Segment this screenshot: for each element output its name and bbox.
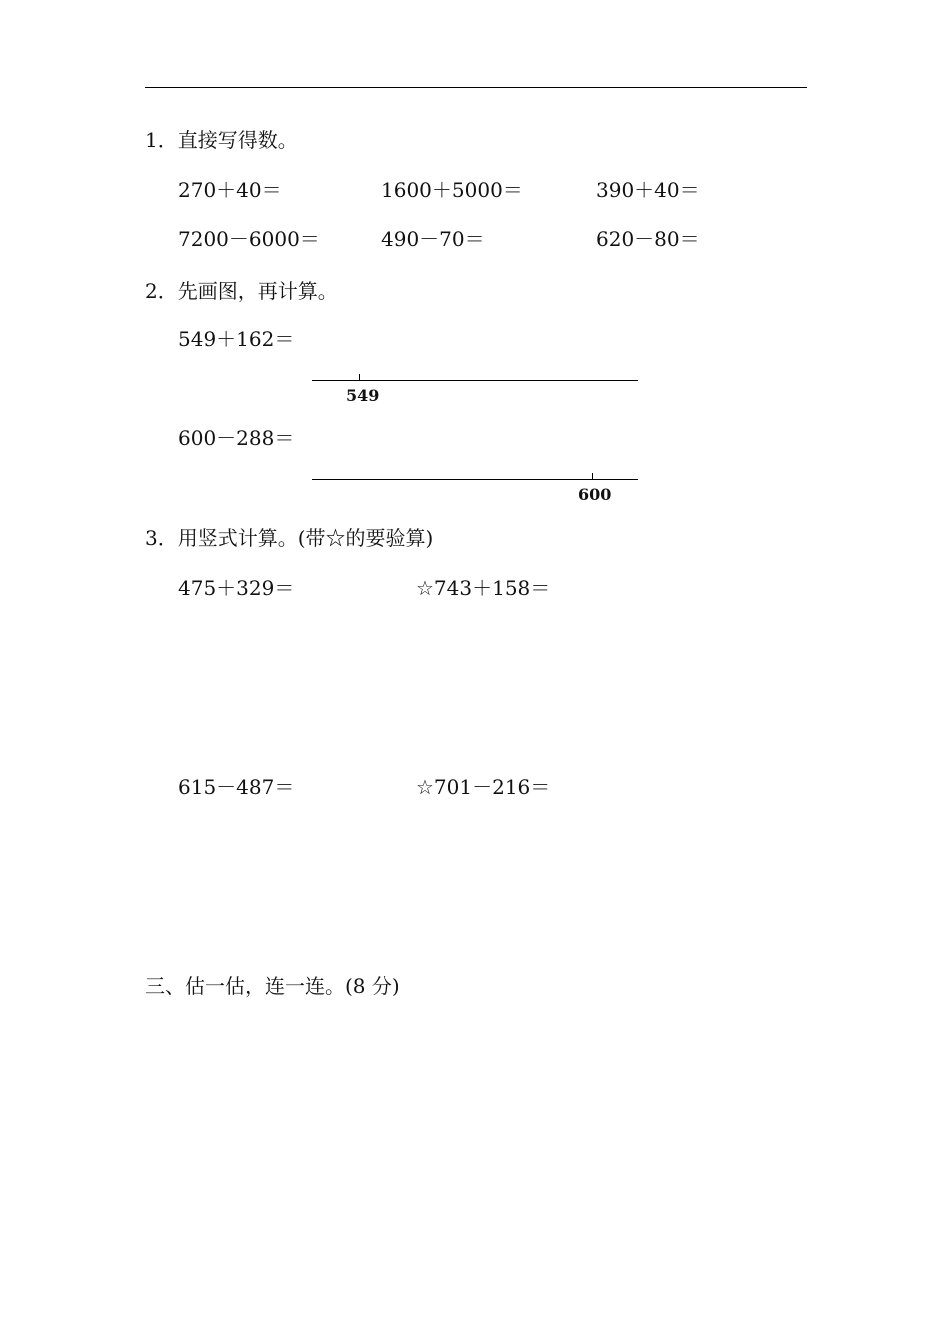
q1-item: 390＋40＝	[596, 178, 700, 202]
q1-item: 7200－6000＝	[178, 227, 320, 251]
number-line	[312, 479, 638, 480]
q1-title: 1．直接写得数。	[145, 128, 298, 152]
q3-item: ☆743＋158＝	[416, 576, 551, 600]
q3-item: ☆701－216＝	[416, 775, 551, 799]
q3-item: 615－487＝	[178, 775, 295, 799]
q2-title: 2．先画图，再计算。	[145, 279, 338, 303]
q1-item: 270＋40＝	[178, 178, 282, 202]
top-rule	[145, 87, 807, 88]
q3-item: 475＋329＝	[178, 576, 295, 600]
q2-expression: 600－288＝	[178, 426, 295, 450]
q2-expression: 549＋162＝	[178, 327, 295, 351]
number-line-tick	[359, 374, 360, 381]
q1-item: 490－70＝	[381, 227, 485, 251]
number-line	[312, 380, 638, 381]
section-title: 三、估一估，连一连。(8 分)	[145, 974, 400, 998]
q3-title: 3．用竖式计算。(带☆的要验算)	[145, 526, 434, 550]
number-line-label: 600	[578, 485, 612, 504]
number-line-tick	[592, 473, 593, 480]
q1-item: 1600＋5000＝	[381, 178, 523, 202]
number-line-label: 549	[346, 386, 380, 405]
q1-item: 620－80＝	[596, 227, 700, 251]
